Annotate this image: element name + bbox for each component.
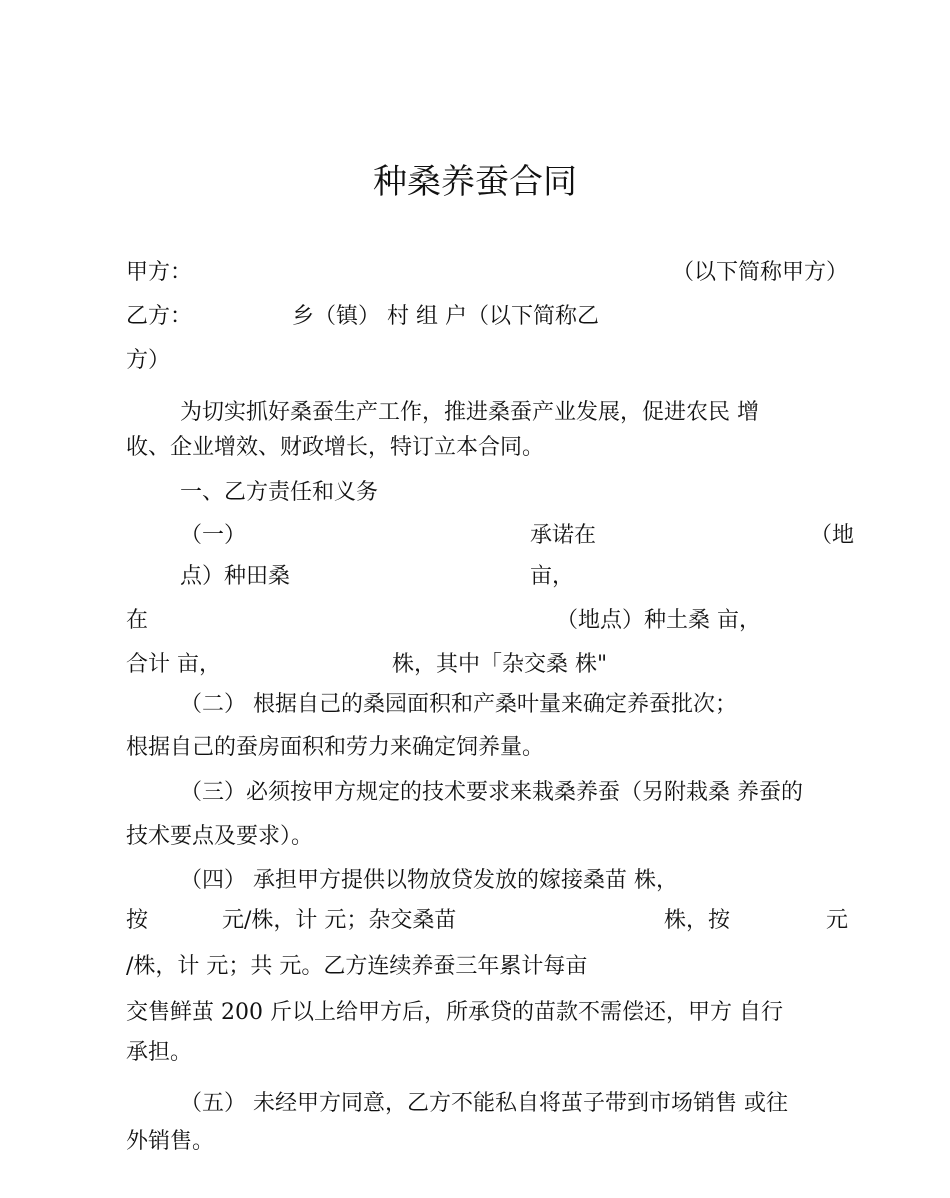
party-b-line: 乡（镇） 村 组 户（以下简称乙	[292, 304, 599, 329]
intro-line-2: 收、企业增效、财政增长，特订立本合同。	[126, 435, 545, 460]
clause-1-total-b: 株，其中「杂交桑 株"	[392, 652, 608, 677]
clause-4-line-4: 交售鲜茧 200 斤以上给甲方后，所承贷的苗款不需偿还，甲方 自行	[126, 1000, 783, 1025]
document-title: 种桑养蚕合同	[373, 162, 577, 202]
clause-5-line-2: 外销售。	[126, 1129, 215, 1154]
party-b-line-end: 方）	[126, 348, 171, 373]
clause-1-upland: （地点）种土桑 亩，	[556, 608, 761, 633]
clause-1-place-start: （地	[810, 523, 855, 548]
clause-3-line-2: 技术要点及要求）。	[126, 824, 314, 849]
section-1-heading: 一、乙方责任和义务	[180, 480, 379, 505]
clause-5-line-1: （五） 未经甲方同意，乙方不能私自将茧子带到市场销售 或往	[180, 1091, 788, 1116]
clause-4-line-2-d: 元	[826, 908, 849, 933]
clause-4-line-3: /株，计 元；共 元。乙方连续养蚕三年累计每亩	[126, 954, 588, 979]
clause-2-line-1: （二） 根据自己的桑园面积和产桑叶量来确定养蚕批次；	[180, 692, 737, 717]
clause-4-line-5: 承担。	[126, 1040, 193, 1065]
clause-4-line-2-b: 元/株，计 元；杂交桑苗	[222, 908, 457, 933]
clause-1-number: （一）	[180, 523, 247, 548]
intro-line-1: 为切实抓好桑蚕生产工作，推进桑蚕产业发展，促进农民 增	[180, 400, 759, 425]
clause-1-at: 在	[126, 608, 149, 633]
clause-2-line-2: 根据自己的蚕房面积和劳力来确定饲养量。	[126, 735, 545, 760]
clause-1-promise: 承诺在	[530, 523, 597, 548]
clause-1-mu: 亩，	[530, 564, 575, 589]
party-a-label: 甲方：	[126, 260, 193, 285]
clause-1-place-end: 点）种田桑	[180, 564, 291, 589]
clause-4-line-2-c: 株，按	[664, 908, 731, 933]
clause-1-total-a: 合计 亩，	[126, 652, 221, 677]
clause-4-line-2-a: 按	[126, 908, 149, 933]
party-a-suffix: （以下简称甲方）	[672, 260, 849, 285]
clause-3-line-1: （三）必须按甲方规定的技术要求来栽桑养蚕（另附栽桑 养蚕的	[180, 780, 803, 805]
clause-4-line-1: （四） 承担甲方提供以物放贷发放的嫁接桑苗 株，	[180, 868, 678, 893]
party-b-label: 乙方：	[126, 304, 193, 329]
